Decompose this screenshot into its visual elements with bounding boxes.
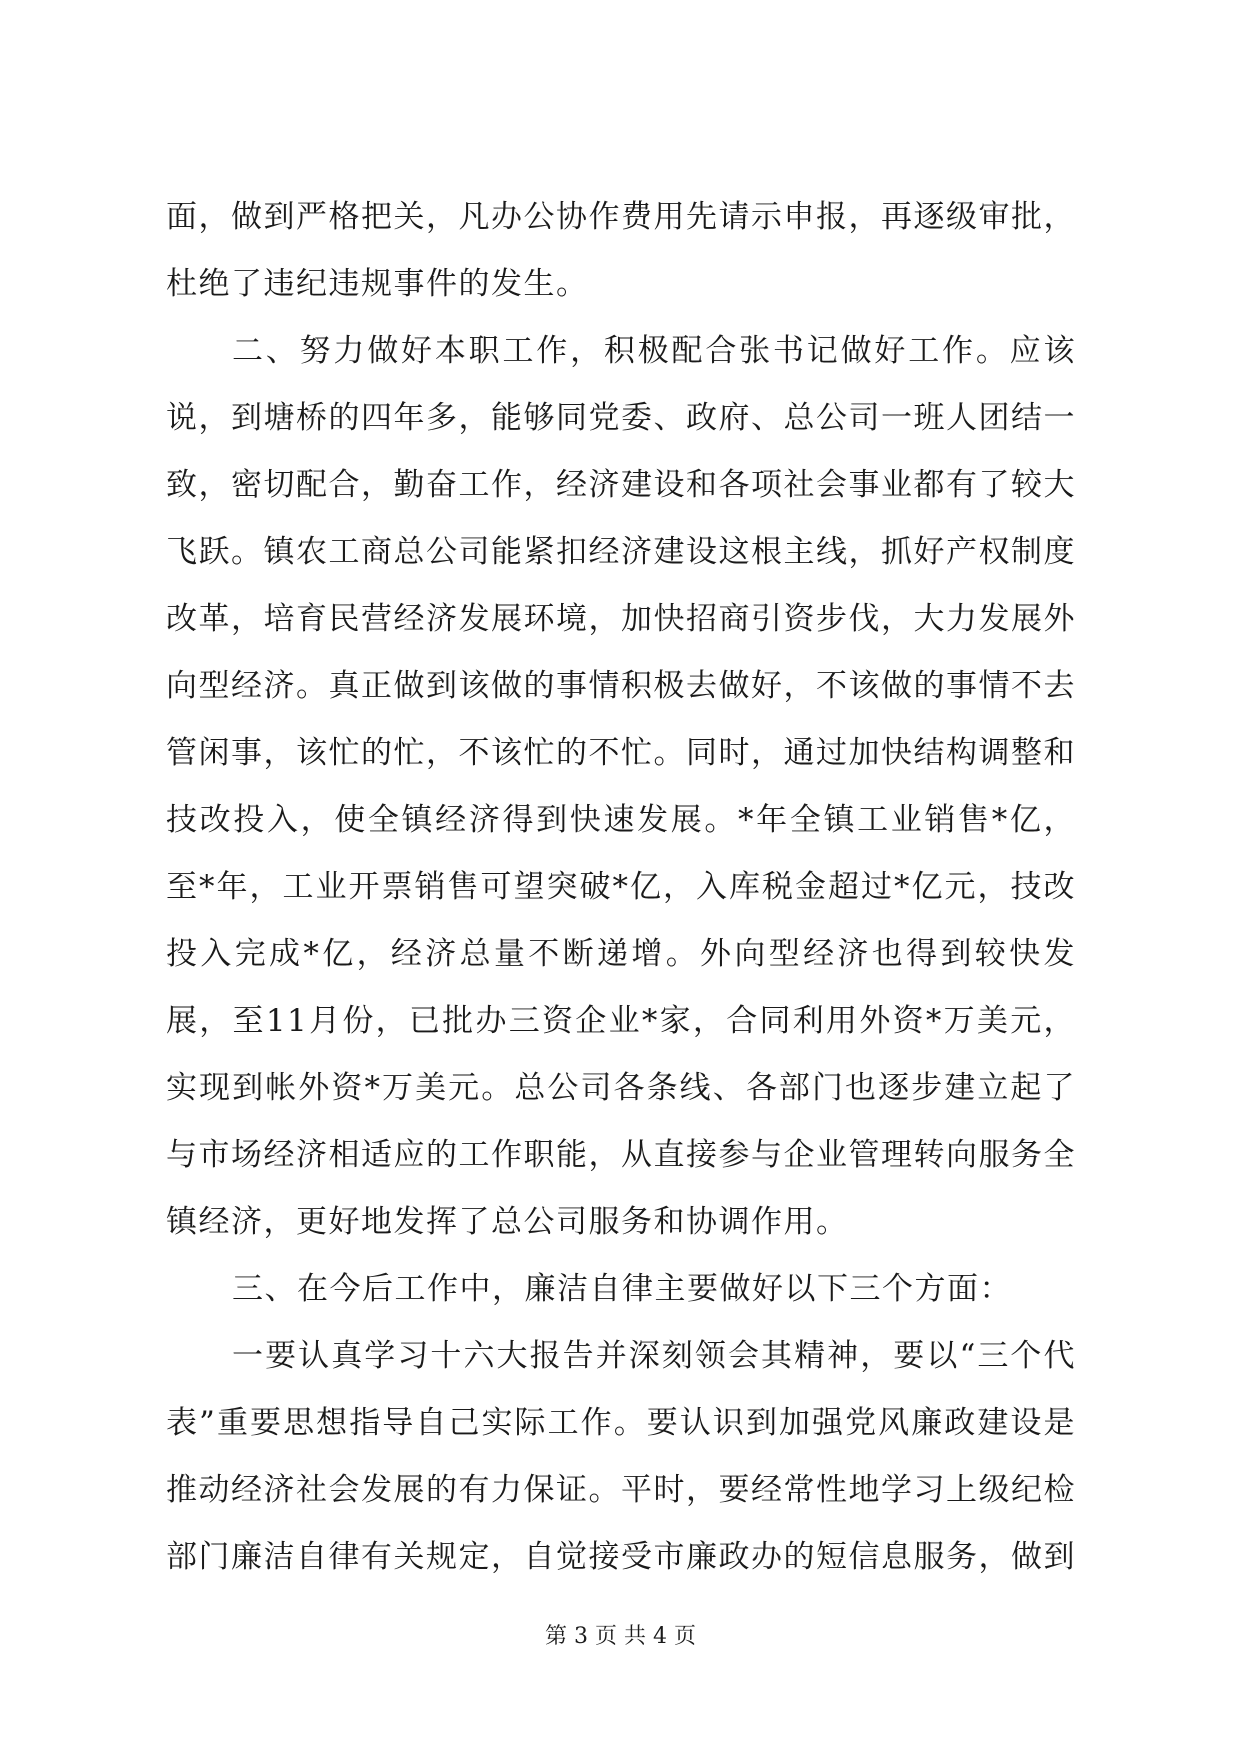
paragraph-4: 一要认真学习十六大报告并深刻领会其精神，要以“三个代表”重要思想指导自己实际工作。要认识到加强党风廉政建设是推动经济社会发展的有力保证。平时，要经常性地学习上级纪检部门廉洁自律有关规定，自觉接受市廉政办的短信息服务，做到	[166, 1338, 1076, 1575]
page-number-label: 第 3 页 共 4 页	[545, 1624, 696, 1649]
page-footer	[0, 1622, 1241, 1652]
document-body	[166, 184, 1076, 1591]
paragraph-2: 二、努力做好本职工作，积极配合张书记做好工作。应该说，到塘桥的四年多，能够同党委、政府、总公司一班人团结一致，密切配合，勤奋工作，经济建设和各项社会事业都有了较大飞跃。镇农工商总公司能紧扣经济建设这根主线，抓好产权制度改革，培育民营经济发展环境，加快招商引资步伐，大力发展外向型经济。真正做到该做的事情积极去做好，不该做的事情不去管闲事，该忙的忙，不该忙的不忙。同时，通过加快结构调整和技改投入，使全镇经济得到快速发展。*年全镇工业销售*亿，至*年，工业开票销售可望突破*亿，入库税金超过*亿元，技改投入完成*亿，经济总量不断递增。外向型经济也得到较快发展，至11月份，已批办三资企业*家，合同利用外资*万美元，实现到帐外资*万美元。总公司各条线、各部门也逐步建立起了与市场经济相适应的工作职能，从直接参与企业管理转向服务全镇经济，更好地发挥了总公司服务和协调作用。	[166, 333, 1076, 1240]
paragraph-3: 三、在今后工作中，廉洁自律主要做好以下三个方面：	[232, 1271, 1012, 1307]
paragraph-1: 面，做到严格把关，凡办公协作费用先请示申报，再逐级审批，杜绝了违纪违规事件的发生。	[166, 199, 1076, 302]
